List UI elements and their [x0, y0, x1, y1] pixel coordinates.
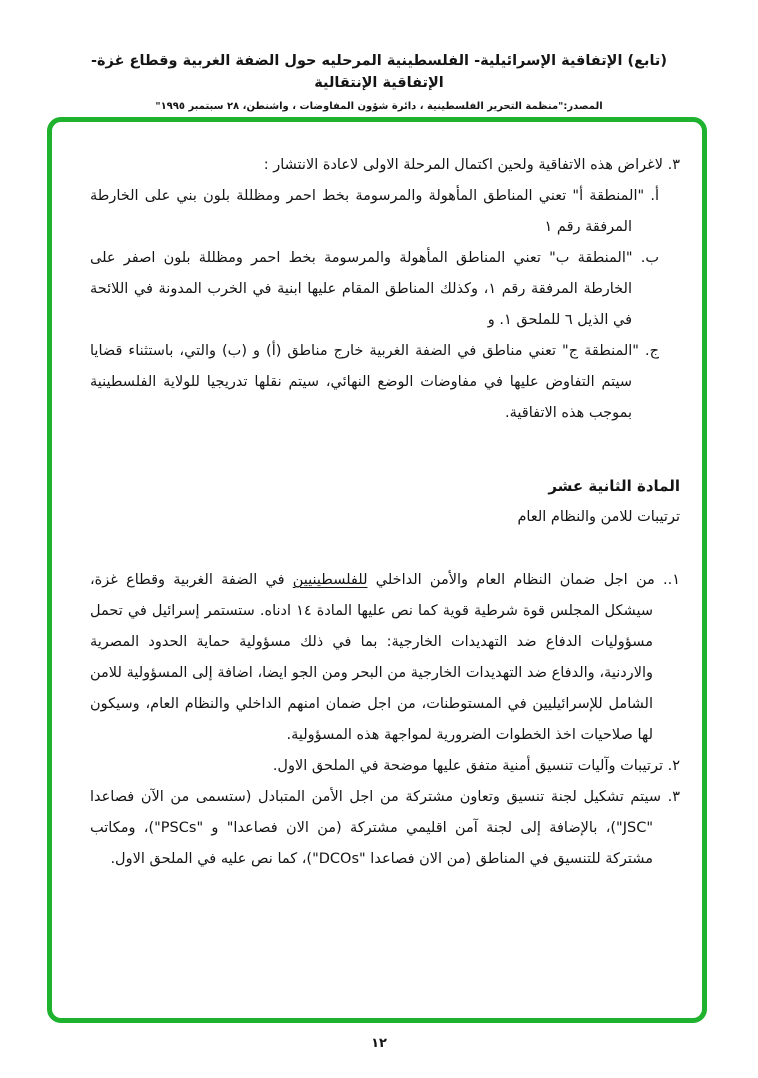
article-12-clause-2	[90, 751, 680, 782]
article-12-clause-1	[90, 565, 680, 751]
article-12-title: المادة الثانية عشر	[548, 477, 680, 495]
item-c-marker: ج.	[645, 343, 659, 359]
redeployment-intro-clause	[90, 150, 680, 181]
document-source-line: المصدر:"منظمة التحرير الفلسطينية ، دائرة شؤون المفاوضات ، واشنطن، ٢٨ سبتمبر ١٩٩٥"	[155, 101, 603, 112]
clause-3-number: ٣.	[667, 789, 681, 805]
list-item-area-c	[90, 336, 659, 429]
clause-1-underlined-word: للفلسطينيين	[292, 572, 368, 588]
item-a-text: "المنطقة أ" تعني المناطق المأهولة والمرسومة بخط احمر ومظللة بلون بني على الخارطة المرفقة رقم ١	[90, 188, 645, 235]
clause-1-number: ١..	[663, 572, 681, 588]
clause-1-text-after: في الضفة الغربية وقطاع غزة، سيشكل المجلس قوة شرطية قوية كما نص عليها المادة ١٤ ادناه. ستستمر إسرائيل في تحمل مسؤوليات الدفاع ضد التهديدات الخارجية: بما في ذلك مسؤولية حماية الحدود المصرية والاردنية، والدفاع ضد التهديدات الخارجية من البحر ومن الجو ايضا، اضافة إلى المسؤولية للامن الشامل للإسرائيليين في المستوطنات، من اجل ضمان امنهم الداخلي والنظام العام، وسيكون لها صلاحيات اخذ الخطوات الضرورية لمواجهة هذه المسؤولية.	[90, 572, 653, 743]
area-definition-list	[90, 181, 659, 429]
redeployment-clause-number: ٣.	[667, 157, 680, 173]
redeployment-intro-text: لاغراض هذه الاتفاقية ولحين اكتمال المرحلة الاولى لاعادة الانتشار :	[263, 157, 663, 173]
article-12-clause-3	[90, 782, 680, 875]
page-header	[0, 0, 758, 112]
document-title: (تابع) الإتفاقية الإسرائيلية- الفلسطينية المرحليه حول الضفة الغربية وقطاع غزة- الإتفاقية الإنتقالية	[90, 53, 667, 91]
item-b-text: "المنطقة ب" تعني المناطق المأهولة والمرسومة بخط احمر ومظللة بلون اصفر على الخارطة المرفقة رقم ١، وكذلك المناطق المقام عليها ابنية في الخرب المدونة في اللائحة في الذيل ٦ للملحق ١. و	[90, 250, 633, 328]
list-item-area-b	[90, 243, 659, 336]
green-border-frame	[47, 117, 707, 1023]
clause-1-text-before: من اجل ضمان النظام العام والأمن الداخلي	[367, 572, 655, 588]
item-a-marker: أ.	[650, 188, 659, 204]
clause-2-number: ٢.	[667, 758, 680, 774]
article-12-subtitle: ترتيبات للامن والنظام العام	[517, 509, 680, 525]
item-b-marker: ب.	[640, 250, 659, 266]
page-number: ١٢	[371, 1036, 387, 1051]
clause-2-text: ترتيبات وآليات تنسيق أمنية متفق عليها موضحة في الملحق الاول.	[272, 758, 663, 774]
clause-3-text: سيتم تشكيل لجنة تنسيق وتعاون مشتركة من اجل الأمن المتبادل (ستسمى من الآن فصاعدا "JSC")، بالإضافة إلى لجنة آمن اقليمي مشتركة (من الان فصاعدا" و "PSCs")، ومكاتب مشتركة للتنسيق في المناطق (من الان فصاعدا "DCOs")، كما نص عليه في الملحق الاول.	[90, 789, 661, 867]
list-item-area-a	[90, 181, 659, 243]
item-c-text: "المنطقة ج" تعني مناطق في الضفة الغربية خارج مناطق (أ) و (ب) والتي، باستثناء قضايا سيتم التفاوض عليها في مفاوضات الوضع النهائي، سيتم نقلها تدريجيا للولاية الفلسطينية بموجب هذه الاتفاقية.	[90, 343, 639, 421]
